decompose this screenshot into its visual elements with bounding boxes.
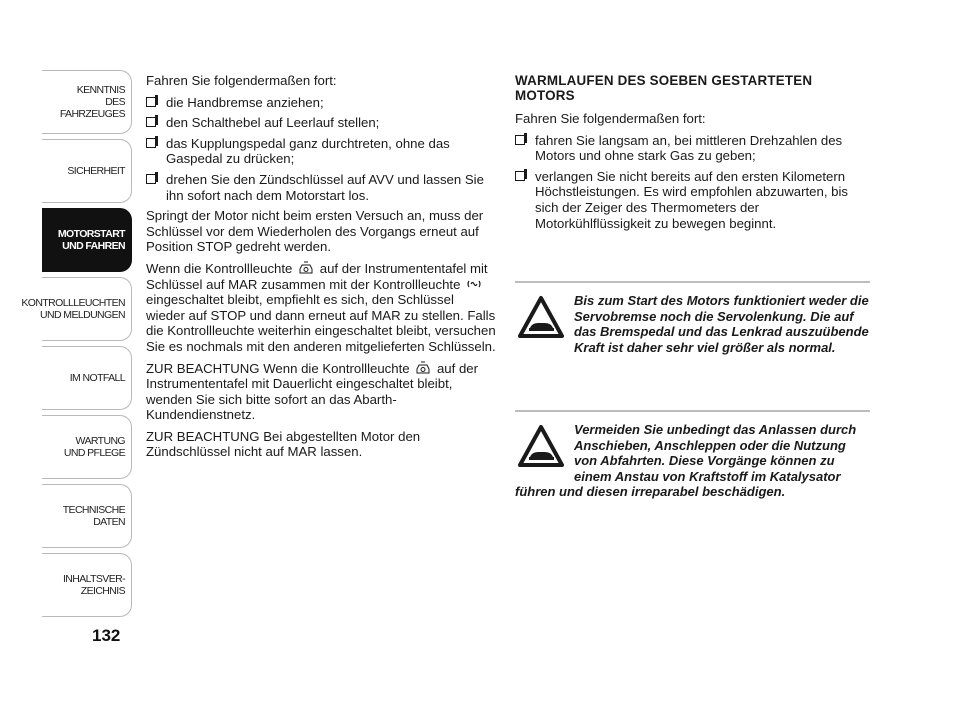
tab-label: KONTROLLLEUCHTEN UND MELDUNGEN <box>21 297 125 321</box>
warning-box <box>515 410 870 500</box>
tab-notfall[interactable] <box>42 346 132 410</box>
warning-text: Vermeiden Sie unbedingt das Anlassen durch Anschieben, Anschleppen oder die Nutzung von Abfahrten. Diese Vorgänge können zu einem Anstau von Kraftstoff im Katalysator führen und diesen irreparabel beschädigen. <box>515 422 857 500</box>
warning-triangle-icon <box>518 424 564 468</box>
warning-triangle-icon <box>518 295 564 339</box>
checkbox-bullet-icon <box>146 174 156 184</box>
checkbox-bullet-icon <box>146 97 156 107</box>
page-number: 132 <box>92 626 121 645</box>
list-item: drehen Sie den Zündschlüssel auf AVV und lassen Sie ihn sofort nach dem Motorstart los. <box>146 172 496 203</box>
tab-motorstart[interactable] <box>42 208 132 272</box>
warning-box <box>515 281 870 355</box>
tab-technische-daten[interactable] <box>42 484 132 548</box>
paragraph: ZUR BEACHTUNG Bei abgestellten Motor den Zündschlüssel nicht auf MAR lassen. <box>146 428 421 460</box>
checkbox-bullet-icon <box>515 135 525 145</box>
left-column <box>146 73 496 466</box>
list-item: fahren Sie langsam an, bei mittleren Drehzahlen des Motors und ohne stark Gas zu geben; <box>515 133 870 164</box>
tab-inhaltsverzeichnis[interactable] <box>42 553 132 617</box>
car-key-warning-icon <box>298 261 314 275</box>
tab-kontrollleuchten[interactable] <box>21 277 132 341</box>
tab-label: IM NOTFALL <box>69 372 125 384</box>
tab-label: TECHNISCHE DATEN <box>62 504 125 528</box>
list-item: den Schalthebel auf Leerlauf stellen; <box>146 115 496 131</box>
tab-label: KENNTNIS DES FAHRZEUGES <box>59 84 125 120</box>
tab-sicherheit[interactable] <box>42 139 132 203</box>
car-key-warning-icon <box>415 361 431 375</box>
intro-text: Fahren Sie folgendermaßen fort: <box>146 73 337 88</box>
paragraph: ZUR BEACHTUNG Wenn die Kontrollleuchte auf der Instrumententafel mit Dauerlicht eingeschaltet bleibt, wenden Sie sich bitte sofort an das Abarth-Kundendienstnetz. <box>146 360 479 423</box>
list-item: verlangen Sie nicht bereits auf den ersten Kilometern Höchstleistungen. Es wird empfohlen abzuwarten, bis sich der Zeiger des Thermometers der Motorkühlflüssigkeit zu bewegen beginnt. <box>515 169 870 231</box>
glow-plug-icon <box>466 277 482 291</box>
tab-label: INHALTSVER- ZEICHNIS <box>62 573 125 597</box>
warning-text: Bis zum Start des Motors funktioniert weder die Servobremse noch die Servolenkung. Die auf das Bremspedal und das Lenkrad auszuübende Kraft ist daher sehr viel größer als normal. <box>574 293 869 355</box>
paragraph: Springt der Motor nicht beim ersten Versuch an, muss der Schlüssel vor dem Wiederholen des Vorgangs erneut auf Position STOP gedreht werden. <box>146 208 484 255</box>
checkbox-bullet-icon <box>146 117 156 127</box>
tab-label: SICHERHEIT <box>67 165 125 177</box>
right-column <box>515 73 870 236</box>
section-heading: WARMLAUFEN DES SOEBEN GESTARTETEN MOTORS <box>515 73 813 103</box>
tab-label: WARTUNG UND PFLEGE <box>63 435 125 459</box>
checkbox-bullet-icon <box>515 171 525 181</box>
list-item: das Kupplungspedal ganz durchtreten, ohne das Gaspedal zu drücken; <box>146 136 496 167</box>
checkbox-bullet-icon <box>146 138 156 148</box>
tab-label: MOTORSTART UND FAHREN <box>57 228 125 252</box>
tab-wartung[interactable] <box>42 415 132 479</box>
paragraph: Wenn die Kontrollleuchte auf der Instrumententafel mit Schlüssel auf MAR zusammen mit der Kontrollleuchte eingeschaltet bleibt, empfiehlt es sich, den Schlüssel wieder auf STOP und dann erneut auf MAR zu stellen. Falls die Kontrollleuchte weiterhin eingeschaltet bleibt, versuchen Sie es nochmals mit den anderen mitgelieferten Schlüsseln. <box>146 260 496 354</box>
intro-text: Fahren Sie folgendermaßen fort: <box>515 111 706 126</box>
list-item: die Handbremse anziehen; <box>146 95 496 111</box>
tab-kenntnis[interactable] <box>42 70 132 134</box>
